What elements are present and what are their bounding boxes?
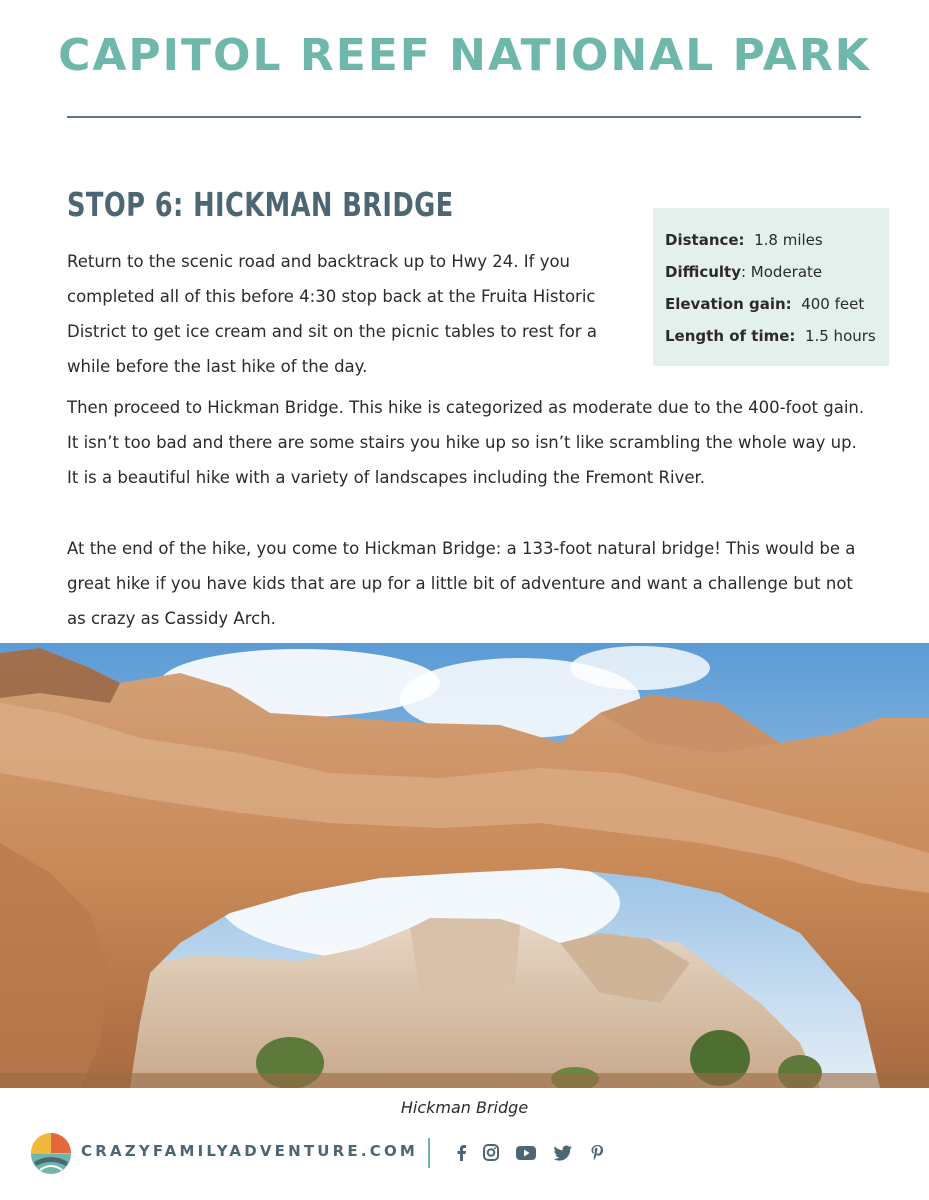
pinterest-icon[interactable] <box>587 1144 607 1162</box>
info-length <box>665 323 889 355</box>
hike-info-box <box>653 208 889 366</box>
page-title: CAPITOL REEF NATIONAL PARK <box>58 30 871 81</box>
photo-caption: Hickman Bridge <box>400 1098 529 1117</box>
info-label: Distance: <box>665 231 745 249</box>
youtube-icon[interactable] <box>516 1144 536 1162</box>
paragraph-bridge: At the end of the hike, you come to Hickman Bridge: a 133-foot natural bridge! This would be a great hike if you have kids that are up for a little bit of adventure and want a challenge but not as crazy as Cassidy Arch. <box>67 539 856 628</box>
facebook-icon[interactable] <box>452 1144 472 1162</box>
sun-logo-icon <box>30 1132 72 1174</box>
instagram-icon[interactable] <box>481 1144 501 1162</box>
info-difficulty <box>665 259 889 291</box>
info-label: Elevation gain: <box>665 295 792 313</box>
info-value: : Moderate <box>740 263 823 281</box>
title-divider <box>67 116 861 118</box>
footer-divider <box>428 1138 430 1168</box>
hickman-bridge-photo <box>0 643 929 1088</box>
info-label: Difficulty <box>665 263 741 281</box>
info-label: Length of time: <box>665 327 796 345</box>
info-value: 1.8 miles <box>754 231 823 249</box>
info-value: 400 feet <box>801 295 865 313</box>
paragraph-intro: Return to the scenic road and backtrack up to Hwy 24. If you completed all of this before 4:30 stop back at the Fruita Historic District to get ice cream and sit on the picnic tables to rest for a while before the last hike of the day. <box>67 252 597 376</box>
info-elevation <box>665 291 889 323</box>
twitter-icon[interactable] <box>553 1144 573 1162</box>
info-value: 1.5 hours <box>804 327 876 345</box>
info-distance <box>665 227 889 259</box>
paragraph-hike: Then proceed to Hickman Bridge. This hike is categorized as moderate due to the 400-foot gain. It isn’t too bad and there are some stairs you hike up so isn’t like scrambling the whole way up. It is a beautiful hike with a variety of landscapes including the Fremont River. <box>67 398 865 487</box>
stop-heading: STOP 6: HICKMAN BRIDGE <box>67 185 454 224</box>
site-name[interactable]: CRAZYFAMILYADVENTURE.COM <box>81 1142 419 1160</box>
